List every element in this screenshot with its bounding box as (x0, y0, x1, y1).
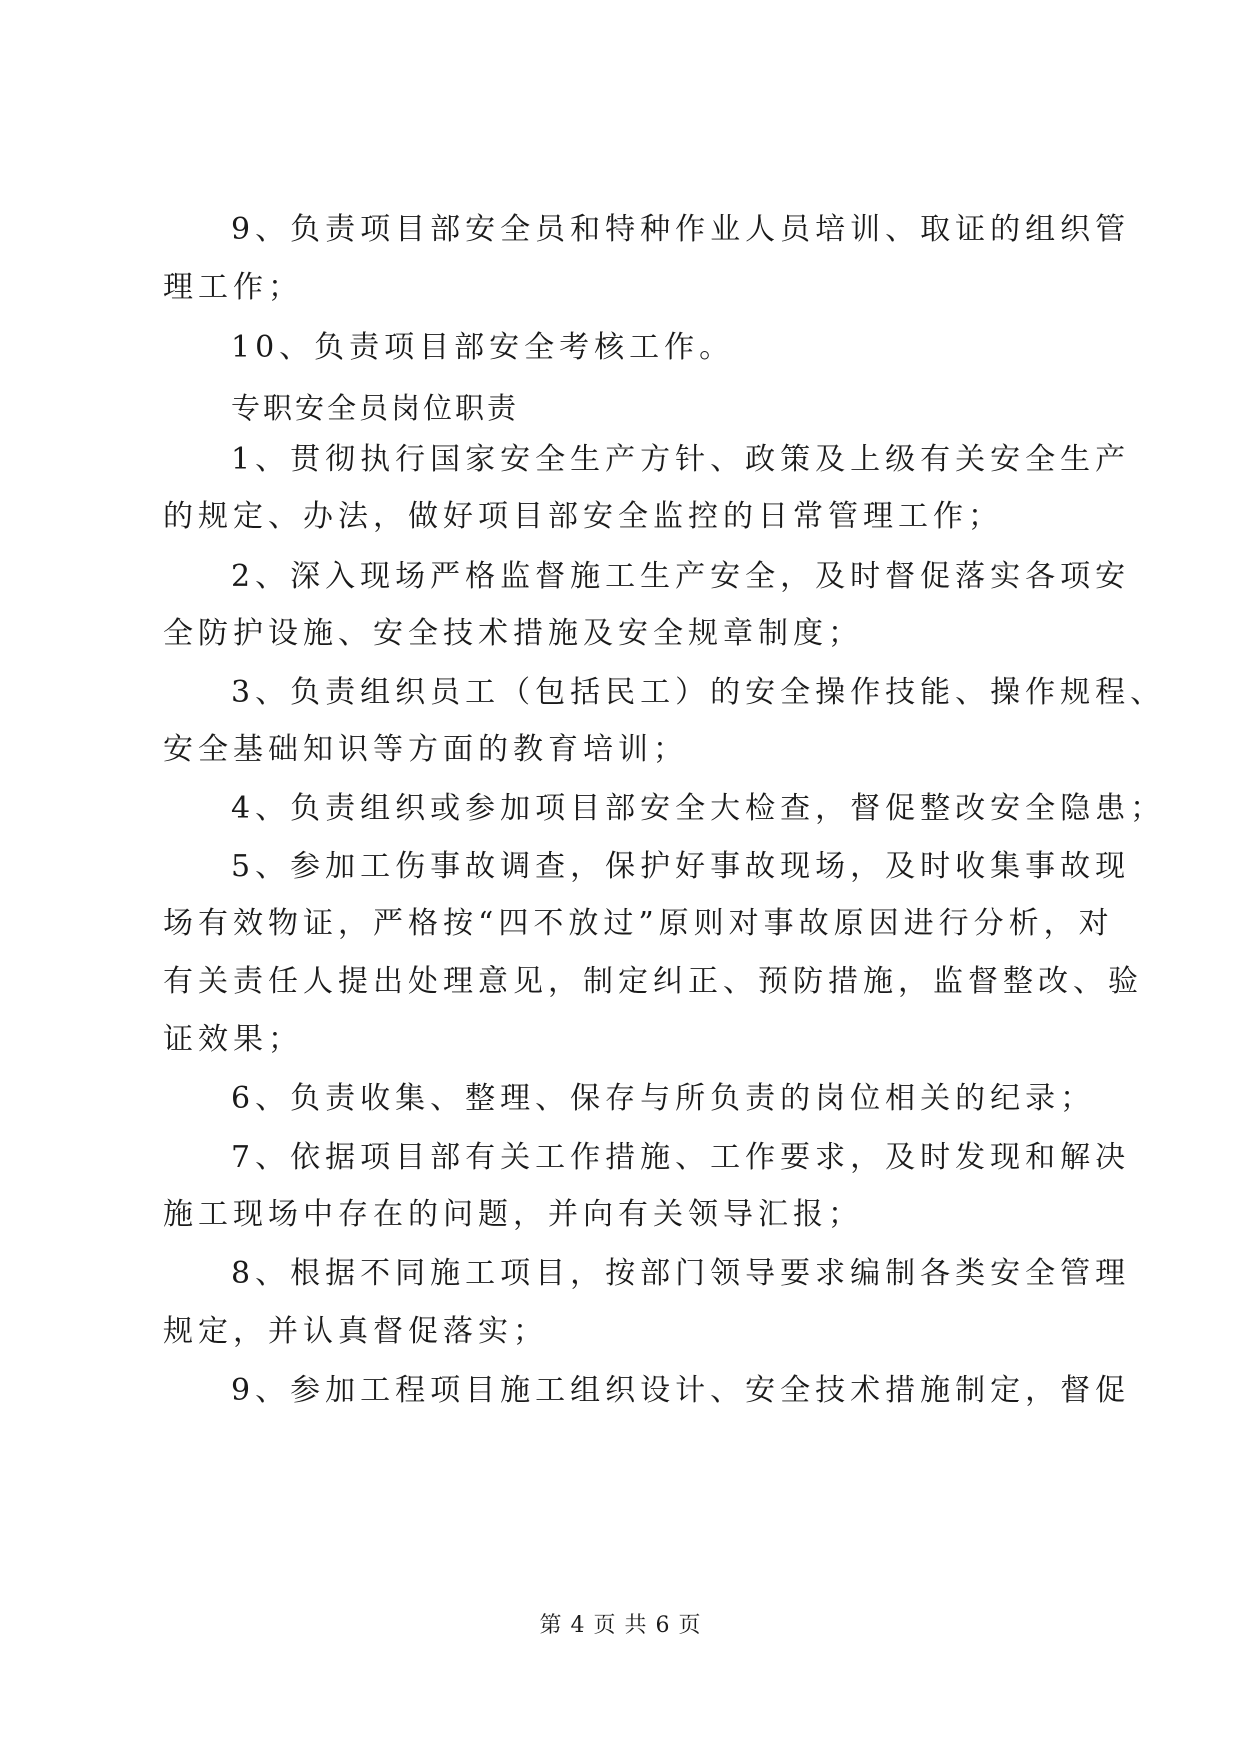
paragraph-line: 7、依据项目部有关工作措施、工作要求，及时发现和解决 (231, 1140, 1131, 1175)
paragraph-line: 场有效物证，严格按“四不放过”原则对事故原因进行分析，对 (163, 906, 1114, 941)
paragraph-line: 5、参加工伤事故调查，保护好事故现场，及时收集事故现 (231, 849, 1131, 884)
paragraph-line: 9、参加工程项目施工组织设计、安全技术措施制定，督促 (231, 1373, 1131, 1408)
paragraph-line: 3、负责组织员工（包括民工）的安全操作技能、操作规程、 (231, 675, 1166, 710)
paragraph-line: 证效果； (163, 1022, 303, 1057)
page-number-footer: 第 4 页 共 6 页 (539, 1613, 702, 1638)
paragraph-line: 的规定、办法，做好项目部安全监控的日常管理工作； (163, 499, 1003, 534)
paragraph-line: 规定，并认真督促落实； (163, 1314, 548, 1349)
paragraph-line: 4、负责组织或参加项目部安全大检查，督促整改安全隐患； (231, 791, 1166, 826)
paragraph-line: 9、负责项目部安全员和特种作业人员培训、取证的组织管 (231, 212, 1131, 247)
paragraph-line: 8、根据不同施工项目，按部门领导要求编制各类安全管理 (231, 1256, 1131, 1291)
section-heading: 专职安全员岗位职责 (231, 391, 520, 425)
paragraph-line: 10、负责项目部安全考核工作。 (231, 330, 735, 365)
paragraph-line: 有关责任人提出处理意见，制定纠正、预防措施，监督整改、验 (163, 964, 1143, 999)
paragraph-line: 施工现场中存在的问题，并向有关领导汇报； (163, 1197, 863, 1232)
paragraph-line: 2、深入现场严格监督施工生产安全，及时督促落实各项安 (231, 559, 1131, 594)
paragraph-line: 1、贯彻执行国家安全生产方针、政策及上级有关安全生产 (231, 442, 1131, 477)
paragraph-line: 6、负责收集、整理、保存与所负责的岗位相关的纪录； (231, 1081, 1096, 1116)
paragraph-line: 全防护设施、安全技术措施及安全规章制度； (163, 616, 863, 651)
paragraph-line: 理工作； (163, 270, 303, 305)
paragraph-line: 安全基础知识等方面的教育培训； (163, 732, 688, 767)
